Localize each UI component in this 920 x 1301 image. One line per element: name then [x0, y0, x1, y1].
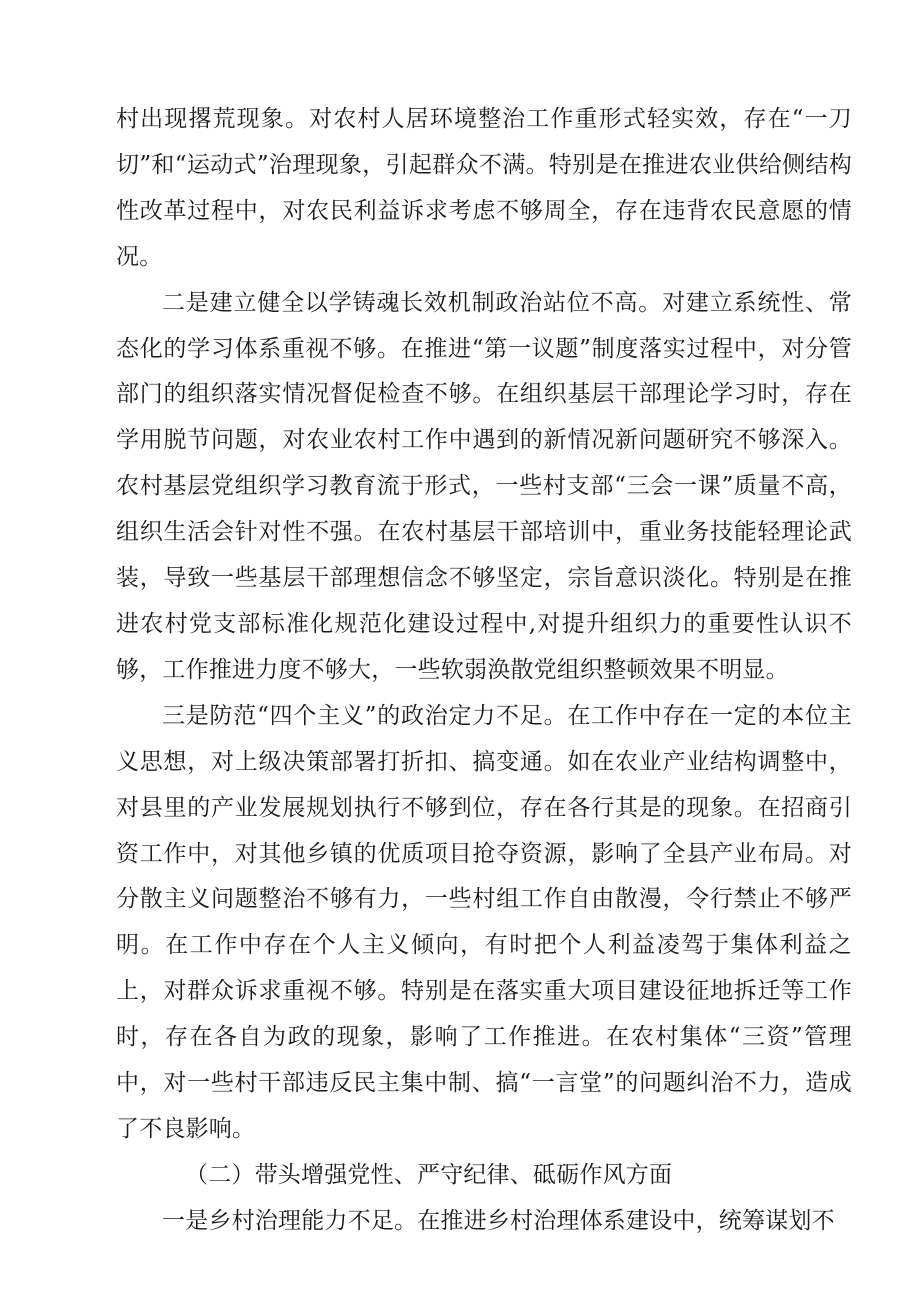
section-heading: （二）带头增强党性、严守纪律、砥砺作风方面 [185, 1161, 673, 1188]
document-body [116, 97, 852, 1245]
paragraph-4: 一是乡村治理能力不足。在推进乡村治理体系建设中，统筹谋划不 [162, 1207, 835, 1234]
paragraph-2: 二是建立健全以学铸魂长效机制政治站位不高。对建立系统性、常态化的学习体系重视不够。在推进“第一议题”制度落实过程中，对分管部门的组织落实情况督促检查不够。在组织基层干部理论学习时，存在学用脱节问题，对农业农村工作中遇到的新情况新问题研究不够深入。农村基层党组织学习教育流于形式，一些村支部“三会一课”质量不高，组织生活会针对性不强。在农村基层干部培训中，重业务技能轻理论武装，导致一些基层干部理想信念不够坚定，宗旨意识淡化。特别是在推进农村党支部标准化规范化建设过程中,对提升组织力的重要性认识不够，工作推进力度不够大，一些软弱涣散党组织整顿效果不明显。 [116, 289, 852, 683]
paragraph-1: 村出现撂荒现象。对农村人居环境整治工作重形式轻实效，存在“一刀切”和“运动式”治理现象，引起群众不满。特别是在推进农业供给侧结构性改革过程中，对农民利益诉求考虑不够周全，存在违背农民意愿的情况。 [116, 106, 852, 270]
paragraph-3: 三是防范“四个主义”的政治定力不足。在工作中存在一定的本位主义思想，对上级决策部署打折扣、搞变通。如在农业产业结构调整中，对县里的产业发展规划执行不够到位，存在各行其是的现象。在招商引资工作中，对其他乡镇的优质项目抢夺资源，影响了全县产业布局。对分散主义问题整治不够有力，一些村组工作自由散漫，令行禁止不够严明。在工作中存在个人主义倾向，有时把个人利益凌驾于集体利益之上，对群众诉求重视不够。特别是在落实重大项目建设征地拆迁等工作时，存在各自为政的现象，影响了工作推进。在农村集体“三资”管理中，对一些村干部违反民主集中制、搞“一言堂”的问题纠治不力，造成了不良影响。 [116, 702, 852, 1142]
